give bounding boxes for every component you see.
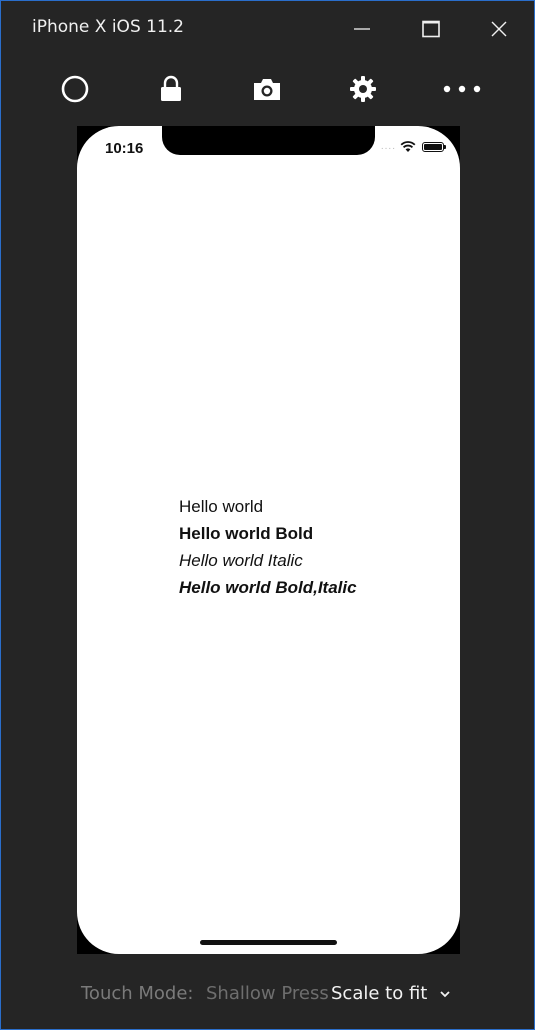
wifi-icon <box>400 141 416 153</box>
home-indicator[interactable] <box>200 940 337 945</box>
home-button[interactable] <box>55 63 95 115</box>
touch-mode-value[interactable]: Shallow Press <box>206 983 329 1004</box>
maximize-icon <box>422 20 440 38</box>
maximize-button[interactable] <box>411 11 451 47</box>
minimize-icon <box>353 20 371 38</box>
home-icon <box>60 74 90 104</box>
label-italic: Hello world Italic <box>179 551 303 570</box>
battery-icon <box>422 142 444 152</box>
chevron-down-icon <box>439 989 451 999</box>
notch <box>162 126 375 155</box>
lock-button[interactable] <box>151 63 191 115</box>
footer-bar <box>1 976 534 1012</box>
device-screen[interactable] <box>77 126 460 954</box>
camera-icon <box>251 75 283 103</box>
lock-icon <box>158 75 184 103</box>
minimize-button[interactable] <box>342 11 382 47</box>
settings-icon <box>348 74 378 104</box>
scale-dropdown[interactable] <box>331 983 451 1004</box>
touch-mode-label: Touch Mode: <box>81 983 194 1004</box>
cellular-signal: .... <box>380 141 396 152</box>
scale-label: Scale to fit <box>331 983 428 1004</box>
status-icons <box>381 141 444 153</box>
more-icon <box>442 84 482 94</box>
close-icon <box>491 21 507 37</box>
settings-button[interactable] <box>343 63 383 115</box>
status-time: 10:16 <box>105 140 144 157</box>
screenshot-button[interactable] <box>247 63 287 115</box>
more-button[interactable] <box>442 63 482 115</box>
title-bar[interactable] <box>1 1 534 56</box>
label-regular: Hello world <box>179 497 264 516</box>
window-title: iPhone X iOS 11.2 <box>32 17 184 37</box>
label-bold-italic: Hello world Bold,Italic <box>179 578 357 597</box>
close-button[interactable] <box>479 11 519 47</box>
simulator-toolbar <box>1 63 534 115</box>
device-frame <box>77 126 460 954</box>
text-content <box>179 493 357 601</box>
label-bold: Hello world Bold <box>179 524 314 543</box>
